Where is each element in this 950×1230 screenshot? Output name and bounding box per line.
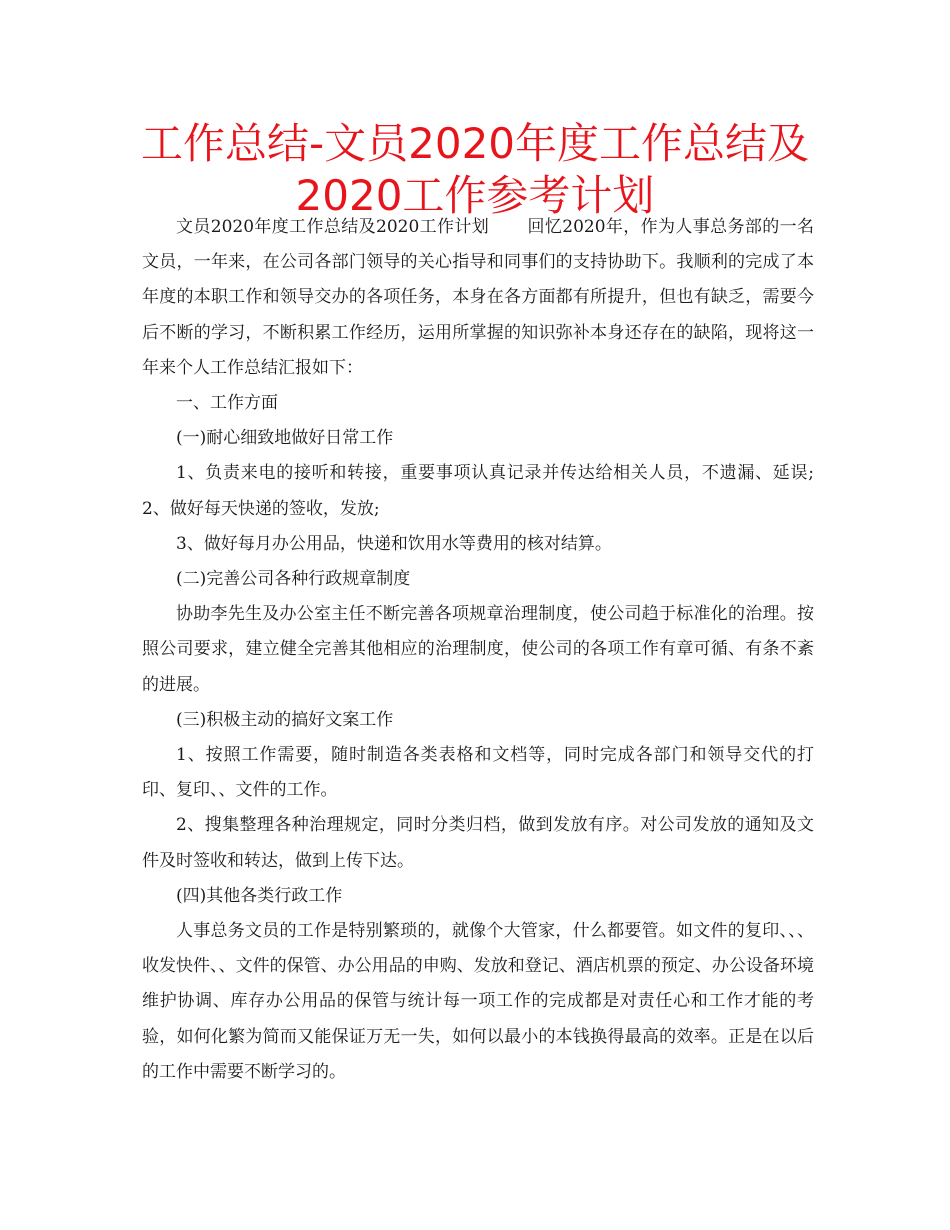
intro-lead: 文员2020年度工作总结及2020工作计划 — [176, 217, 490, 237]
paragraph-admin: 人事总务文员的工作是特别繁琐的，就像个大管家，什么都要管。如文件的复印、、、收发快件、、文件的保管、办公用品的申购、发放和登记、酒店机票的预定、办公设备环境维护协调、库存办公用品的保管与统计每一项工作的完成都是对责任心和工作才能的考验，如何化繁为简而又能保证万无一失，如何以最小的本钱换得最高的效率。正是在以后的工作中需要不断学习的。 — [142, 921, 814, 1082]
paragraph-docs-2: 2、搜集整理各种治理规定，同时分类归档，做到发放有序。对公司发放的通知及文件及时签收和转达，做到上传下达。 — [142, 815, 814, 871]
paragraph-daily-3: 3、做好每月办公用品，快递和饮用水等费用的核对结算。 — [176, 533, 612, 554]
document-title: 工作总结-文员2020年度工作总结及2020工作参考计划 — [140, 119, 810, 220]
subsection-heading-admin: (四)其他各类行政工作 — [176, 885, 343, 906]
subsection-heading-rules: (二)完善公司各种行政规章制度 — [176, 569, 411, 590]
intro-paragraph — [142, 210, 814, 386]
section-heading-work: 一、工作方面 — [176, 393, 278, 414]
paragraph-docs-1: 1、按照工作需要，随时制造各类表格和文档等，同时完成各部门和领导交代的打印、复印、、文件的工作。 — [142, 745, 814, 801]
intro-rest: 回忆2020年，作为人事总务部的一名文员，一年来，在公司各部门领导的关心指导和同事们的支持协助下。我顺利的完成了本年度的本职工作和领导交办的各项任务，本身在各方面都有所提升，但也有缺乏，需要今后不断的学习，不断积累工作经历，运用所掌握的知识弥补本身还存在的缺陷，现将这一年来个人工作总结汇报如下： — [142, 217, 815, 378]
subsection-heading-daily: (一)耐心细致地做好日常工作 — [176, 428, 394, 449]
paragraph-daily-1: 1、负责来电的接听和转接，重要事项认真记录并传达给相关人员，不遗漏、延误;2、做好每天快递的签收，发放; — [142, 463, 814, 519]
document-body — [142, 210, 814, 1090]
paragraph-rules: 协助李先生及办公室主任不断完善各项规章治理制度，使公司趋于标准化的治理。按照公司要求，建立健全完善其他相应的治理制度，使公司的各项工作有章可循、有条不紊的进展。 — [142, 604, 814, 695]
subsection-heading-docs: (三)积极主动的搞好文案工作 — [176, 709, 394, 730]
